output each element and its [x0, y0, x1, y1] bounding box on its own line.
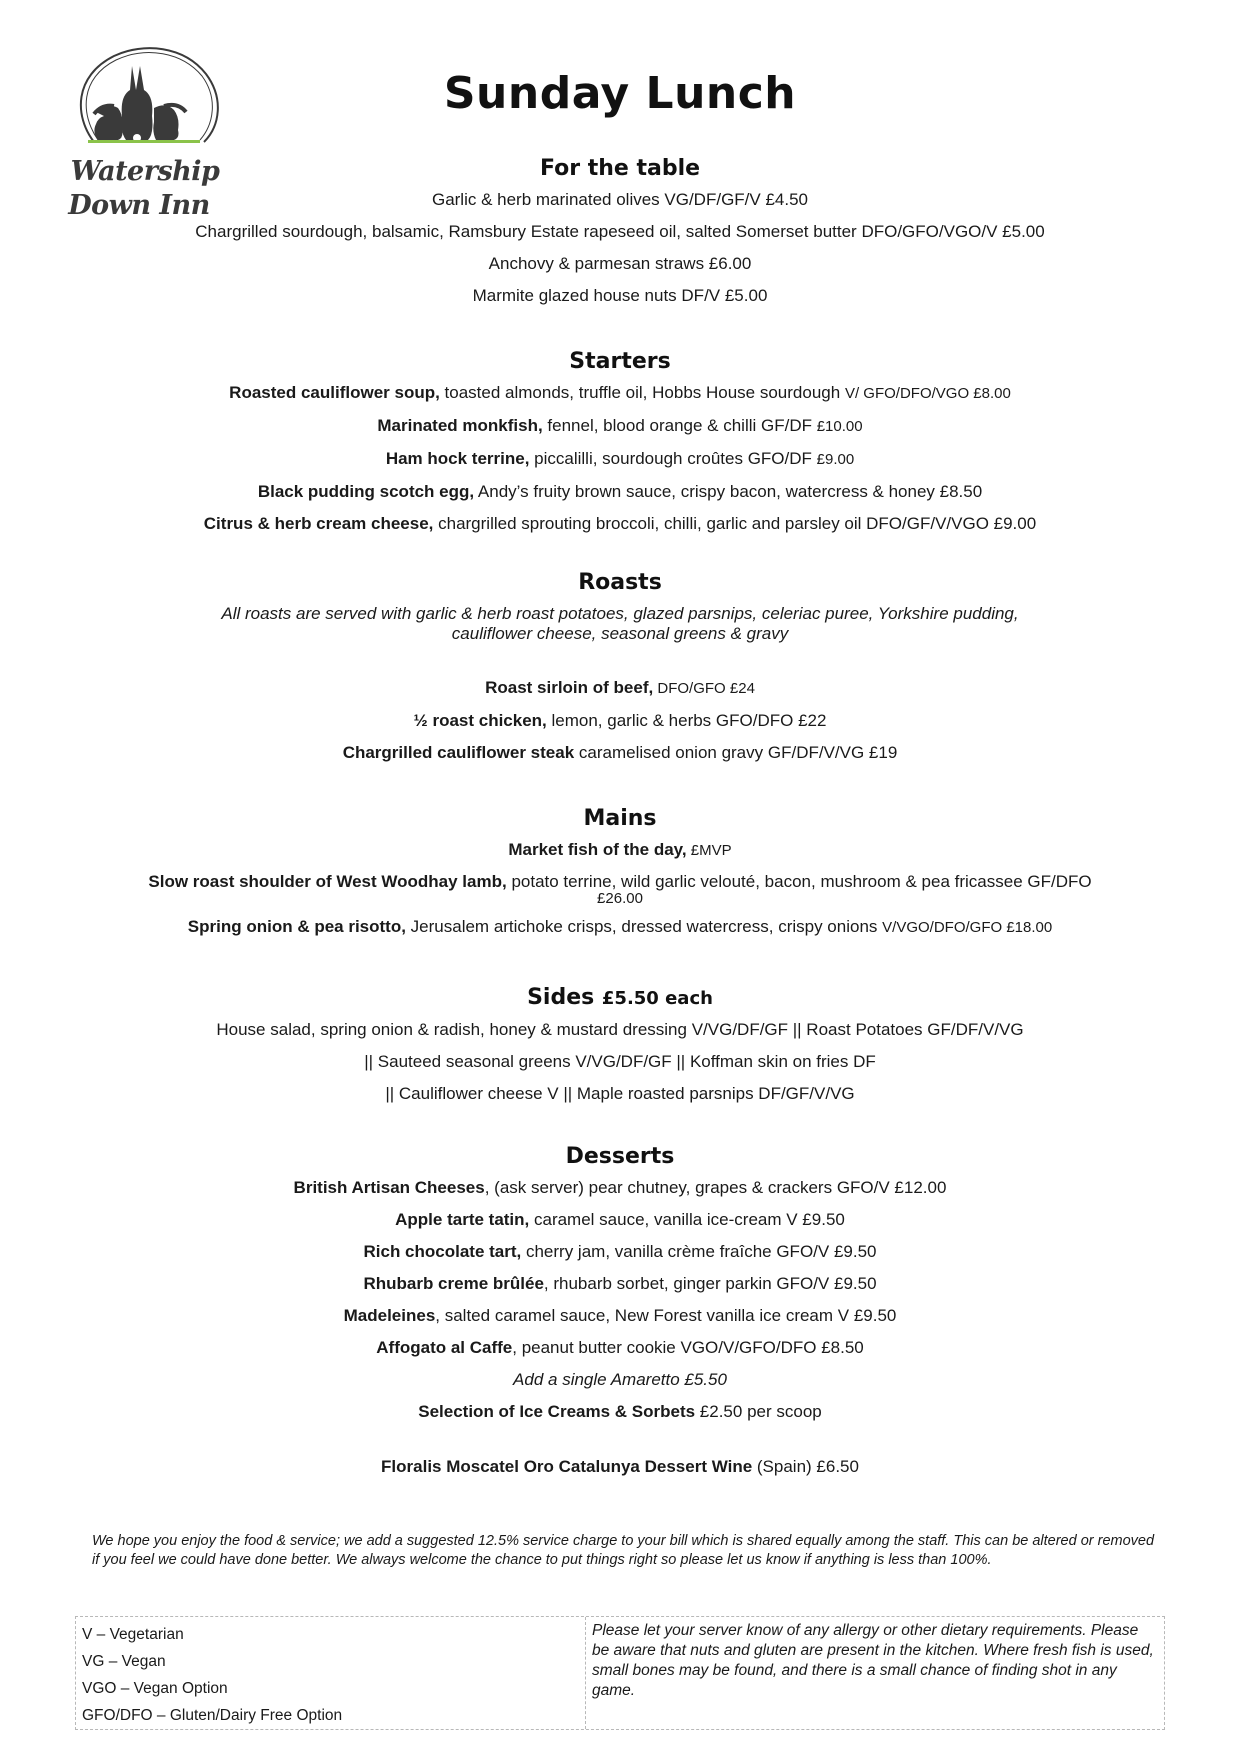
section-title: Roasts [578, 570, 662, 595]
allergy-note: Please let your server know of any allergy or other dietary requirements. Please be aware that nuts and gluten are present in the kitchen. Where fresh fish is used, small bones may be found, and there is a small chance of finding shot in any game. [592, 1622, 1154, 1699]
menu-item [0, 873, 1240, 890]
menu-item [0, 383, 1240, 404]
section-desserts [0, 1144, 1240, 1477]
item-price: DFO/GFO £24 [653, 680, 755, 697]
item-name: Selection of Ice Creams & Sorbets [418, 1402, 696, 1421]
item-desc: , (ask server) pear chutney, grapes & crackers GFO/V £12.00 [484, 1178, 947, 1197]
menu-item [0, 1274, 1240, 1294]
item-desc: (Spain) £6.50 [752, 1457, 859, 1476]
menu-item [0, 1306, 1240, 1326]
item-price: £9.00 [816, 451, 855, 468]
item-name: British Artisan Cheeses [293, 1178, 485, 1197]
legend-item: V – Vegetarian [82, 1626, 184, 1643]
logo-text-line1: Watership [70, 156, 220, 187]
menu-item [0, 743, 1240, 763]
sides-title: Sides [527, 985, 595, 1010]
section-mains [0, 806, 1240, 938]
menu-item [0, 711, 1240, 731]
roasts-description-line1: All roasts are served with garlic & herb roast potatoes, glazed parsnips, celeriac puree, Yorkshire pudding, [221, 604, 1019, 623]
item-price: V/ GFO/DFO/VGO £8.00 [844, 385, 1011, 402]
amaretto-addon: Add a single Amaretto £5.50 [513, 1370, 727, 1389]
dietary-info-table [75, 1616, 1165, 1730]
item-name: Rich chocolate tart, [363, 1242, 522, 1261]
item-name: Slow roast shoulder of West Woodhay lamb, [148, 872, 507, 891]
menu-item [0, 449, 1240, 470]
menu-item [0, 514, 1240, 534]
menu-item [0, 840, 1240, 861]
section-title: For the table [539, 156, 701, 181]
legend-item: VG – Vegan [82, 1653, 166, 1670]
sides-price: £5.50 each [601, 988, 713, 1009]
section-title: Starters [569, 349, 671, 374]
sides-line: || Sauteed seasonal greens V/VG/DF/GF || Koffman skin on fries DF [364, 1052, 876, 1071]
item-name: Rhubarb creme brûlée [363, 1274, 544, 1293]
item-name: Citrus & herb cream cheese, [203, 514, 434, 533]
item-desc: Andy’s fruity brown sauce, crispy bacon, watercress & honey £8.50 [474, 482, 983, 501]
item-desc: , rhubarb sorbet, ginger parkin GFO/V £9.50 [543, 1274, 877, 1293]
section-starters [0, 349, 1240, 534]
menu-item [0, 678, 1240, 699]
dessert-wine [0, 1457, 1240, 1477]
item-name: Spring onion & pea risotto, [187, 917, 406, 936]
item-desc: potato terrine, wild garlic velouté, bacon, mushroom & pea fricassee GF/DFO [506, 872, 1092, 891]
sides-line: || Cauliflower cheese V || Maple roasted parsnips DF/GF/V/VG [385, 1084, 855, 1103]
section-title: Mains [583, 806, 657, 831]
item-name: Affogato al Caffe [376, 1338, 513, 1357]
item-name: Roast sirloin of beef, [485, 678, 654, 697]
item-desc: caramel sauce, vanilla ice-cream V £9.50 [529, 1210, 845, 1229]
item-desc: fennel, blood orange & chilli GF/DF [542, 416, 817, 435]
service-charge-note: We hope you enjoy the food & service; we add a suggested 12.5% service charge to your bill which is shared equally among the staff. This can be altered or removed if you feel we could have done better. We always welcome the chance to put things right so please let us know if anything is less than 100%. [92, 1533, 1155, 1568]
item-desc: , salted caramel sauce, New Forest vanilla ice cream V £9.50 [435, 1306, 897, 1325]
menu-item [0, 1242, 1240, 1262]
item-desc: lemon, garlic & herbs GFO/DFO £22 [546, 711, 827, 730]
section-roasts [0, 570, 1240, 763]
menu-item: Anchovy & parmesan straws £6.00 [488, 254, 752, 273]
item-desc: £2.50 per scoop [695, 1402, 822, 1421]
section-for-the-table [0, 156, 1240, 306]
menu-item [0, 1402, 1240, 1422]
item-name: ½ roast chicken, [413, 711, 547, 730]
item-name: Ham hock terrine, [385, 449, 530, 468]
item-name: Marinated monkfish, [377, 416, 543, 435]
item-desc: Jerusalem artichoke crisps, dressed watercress, crispy onions [405, 917, 883, 936]
item-name: Black pudding scotch egg, [257, 482, 475, 501]
roasts-description-line2: cauliflower cheese, seasonal greens & gravy [451, 624, 789, 643]
item-name: Madeleines [343, 1306, 436, 1325]
item-name: Floralis Moscatel Oro Catalunya Dessert Wine [381, 1457, 753, 1476]
logo-text-line2: Down Inn [68, 190, 210, 221]
sides-line: House salad, spring onion & radish, honey & mustard dressing V/VG/DF/GF || Roast Potatoes GF/DF/V/VG [216, 1020, 1024, 1039]
menu-item [0, 416, 1240, 437]
menu-item [0, 1210, 1240, 1230]
menu-item [0, 917, 1240, 938]
menu-item [0, 482, 1240, 502]
section-sides [0, 985, 1240, 1104]
menu-item [0, 1178, 1240, 1198]
item-name: Apple tarte tatin, [395, 1210, 530, 1229]
item-name: Market fish of the day, [508, 840, 687, 859]
item-price: £10.00 [816, 418, 863, 435]
menu-item: Garlic & herb marinated olives VG/DF/GF/V £4.50 [431, 190, 809, 209]
item-desc: piccalilli, sourdough croûtes GFO/DF [529, 449, 817, 468]
item-name: Roasted cauliflower soup, [229, 383, 440, 402]
item-desc: caramelised onion gravy GF/DF/V/VG £19 [574, 743, 898, 762]
legend-item: VGO – Vegan Option [82, 1680, 228, 1697]
item-desc: chargrilled sprouting broccoli, chilli, garlic and parsley oil DFO/GF/V/VGO £9.00 [433, 514, 1037, 533]
legend-item: GFO/DFO – Gluten/Dairy Free Option [82, 1707, 343, 1724]
item-price: £26.00 [597, 890, 643, 907]
menu-item: Marmite glazed house nuts DF/V £5.00 [472, 286, 768, 305]
section-title [0, 985, 1240, 1012]
item-desc: cherry jam, vanilla crème fraîche GFO/V £9.50 [521, 1242, 877, 1261]
item-price: £MVP [686, 842, 732, 859]
section-title: Desserts [565, 1144, 675, 1169]
item-desc: toasted almonds, truffle oil, Hobbs House sourdough [439, 383, 845, 402]
menu-item: Chargrilled sourdough, balsamic, Ramsbury Estate rapeseed oil, salted Somerset butter DFO/GFO/VGO/V £5.00 [195, 222, 1045, 241]
menu-item [0, 1338, 1240, 1358]
page-title: Sunday Lunch [443, 68, 797, 119]
dietary-legend [76, 1617, 586, 1729]
item-name: Chargrilled cauliflower steak [342, 743, 575, 762]
item-desc: , peanut butter cookie VGO/V/GFO/DFO £8.50 [512, 1338, 864, 1357]
item-price: V/VGO/DFO/GFO £18.00 [882, 919, 1053, 936]
